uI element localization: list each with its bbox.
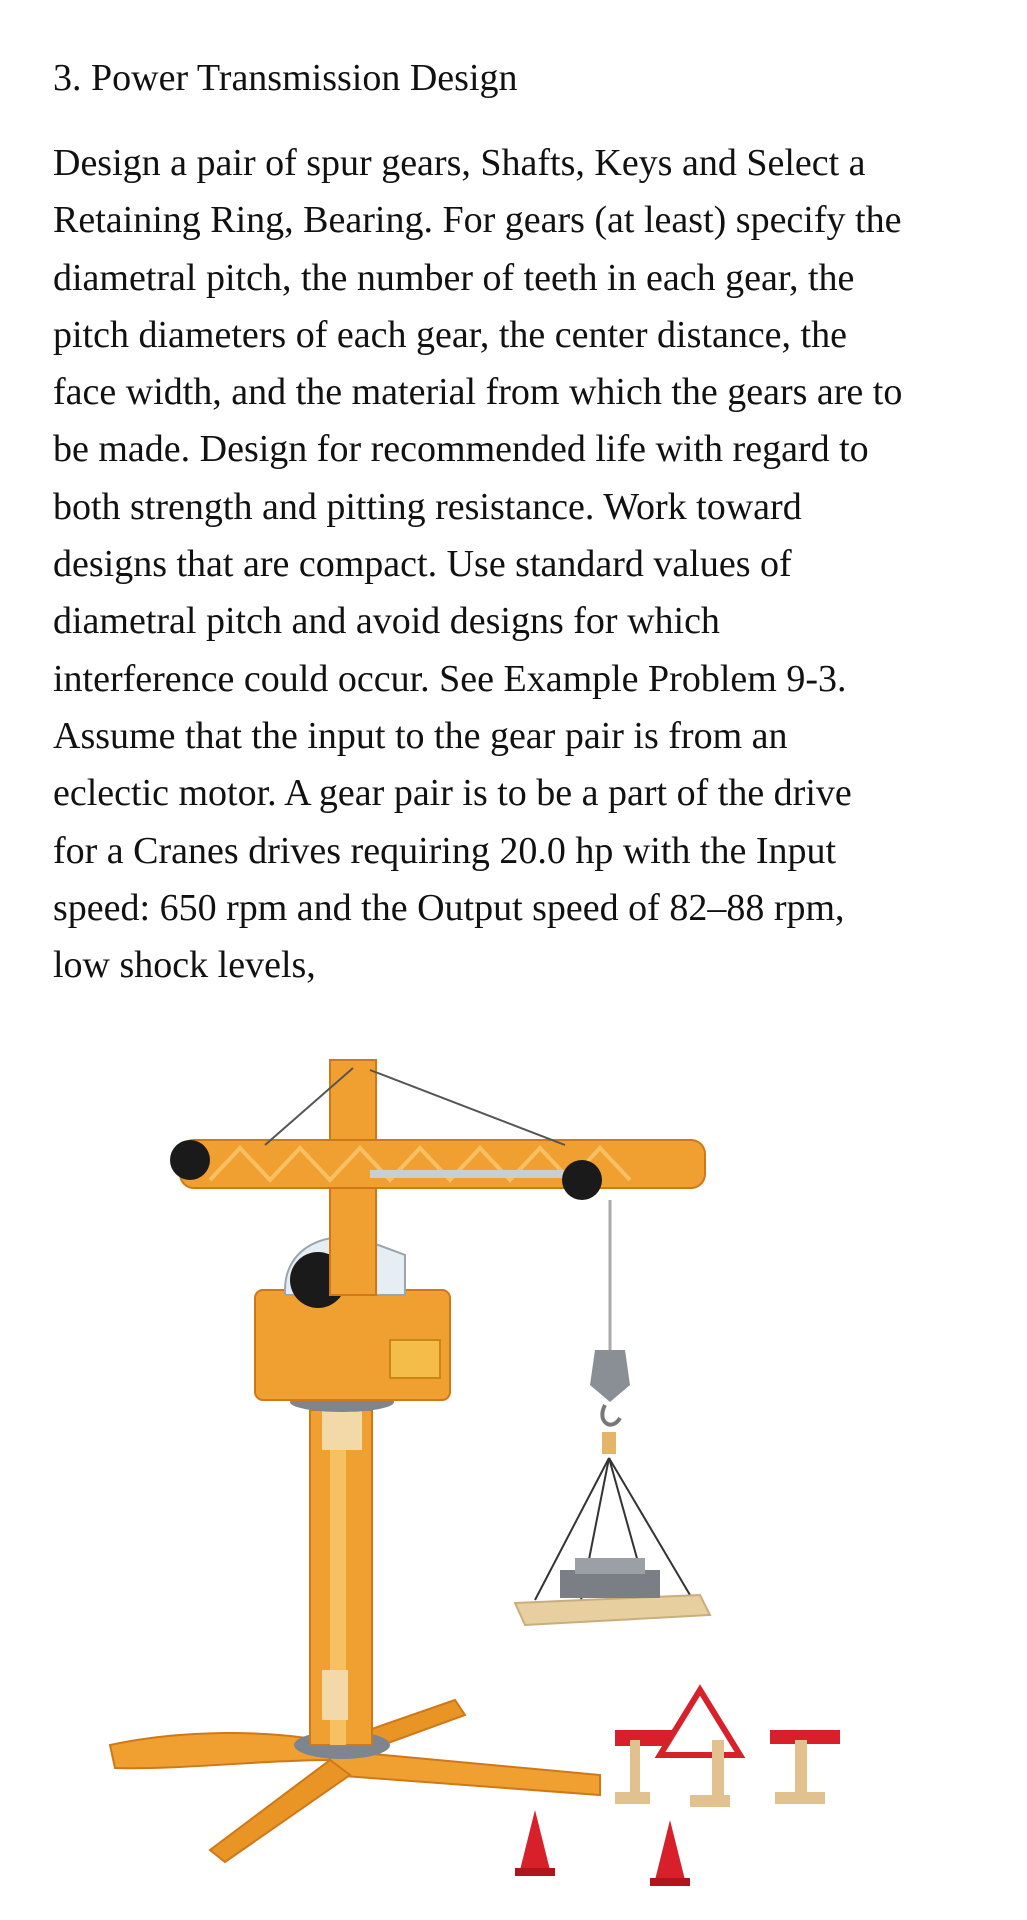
text-line: diametral pitch and avoid designs for which	[53, 600, 720, 643]
text-line: eclectic motor. A gear pair is to be a part of the drive	[53, 772, 852, 815]
problem-statement	[53, 135, 1013, 994]
text-line: Retaining Ring, Bearing. For gears (at least) specify the	[53, 199, 902, 242]
text-line: for a Cranes drives requiring 20.0 hp with the Input	[53, 829, 837, 872]
text-line: both strength and pitting resistance. Work toward	[53, 485, 802, 528]
text-line: interference could occur. See Example Problem 9-3.	[53, 657, 847, 700]
text-line: diametral pitch, the number of teeth in each gear, the	[53, 256, 855, 299]
page-title: 3. Power Transmission Design	[53, 57, 518, 99]
text-line: Design a pair of spur gears, Shafts, Keys and Select a	[53, 142, 866, 184]
text-line: Assume that the input to the gear pair is from an	[53, 714, 788, 757]
text-line: low shock levels,	[53, 944, 316, 987]
text-line: pitch diameters of each gear, the center distance, the	[53, 313, 847, 356]
text-line: be made. Design for recommended life with regard to	[53, 428, 869, 471]
text-line: speed: 650 rpm and the Output speed of 82–88 rpm,	[53, 886, 845, 929]
toy-crane-illustration	[0, 1040, 1027, 1920]
text-line: face width, and the material from which the gears are to	[53, 371, 903, 414]
text-line: designs that are compact. Use standard values of	[53, 543, 792, 586]
